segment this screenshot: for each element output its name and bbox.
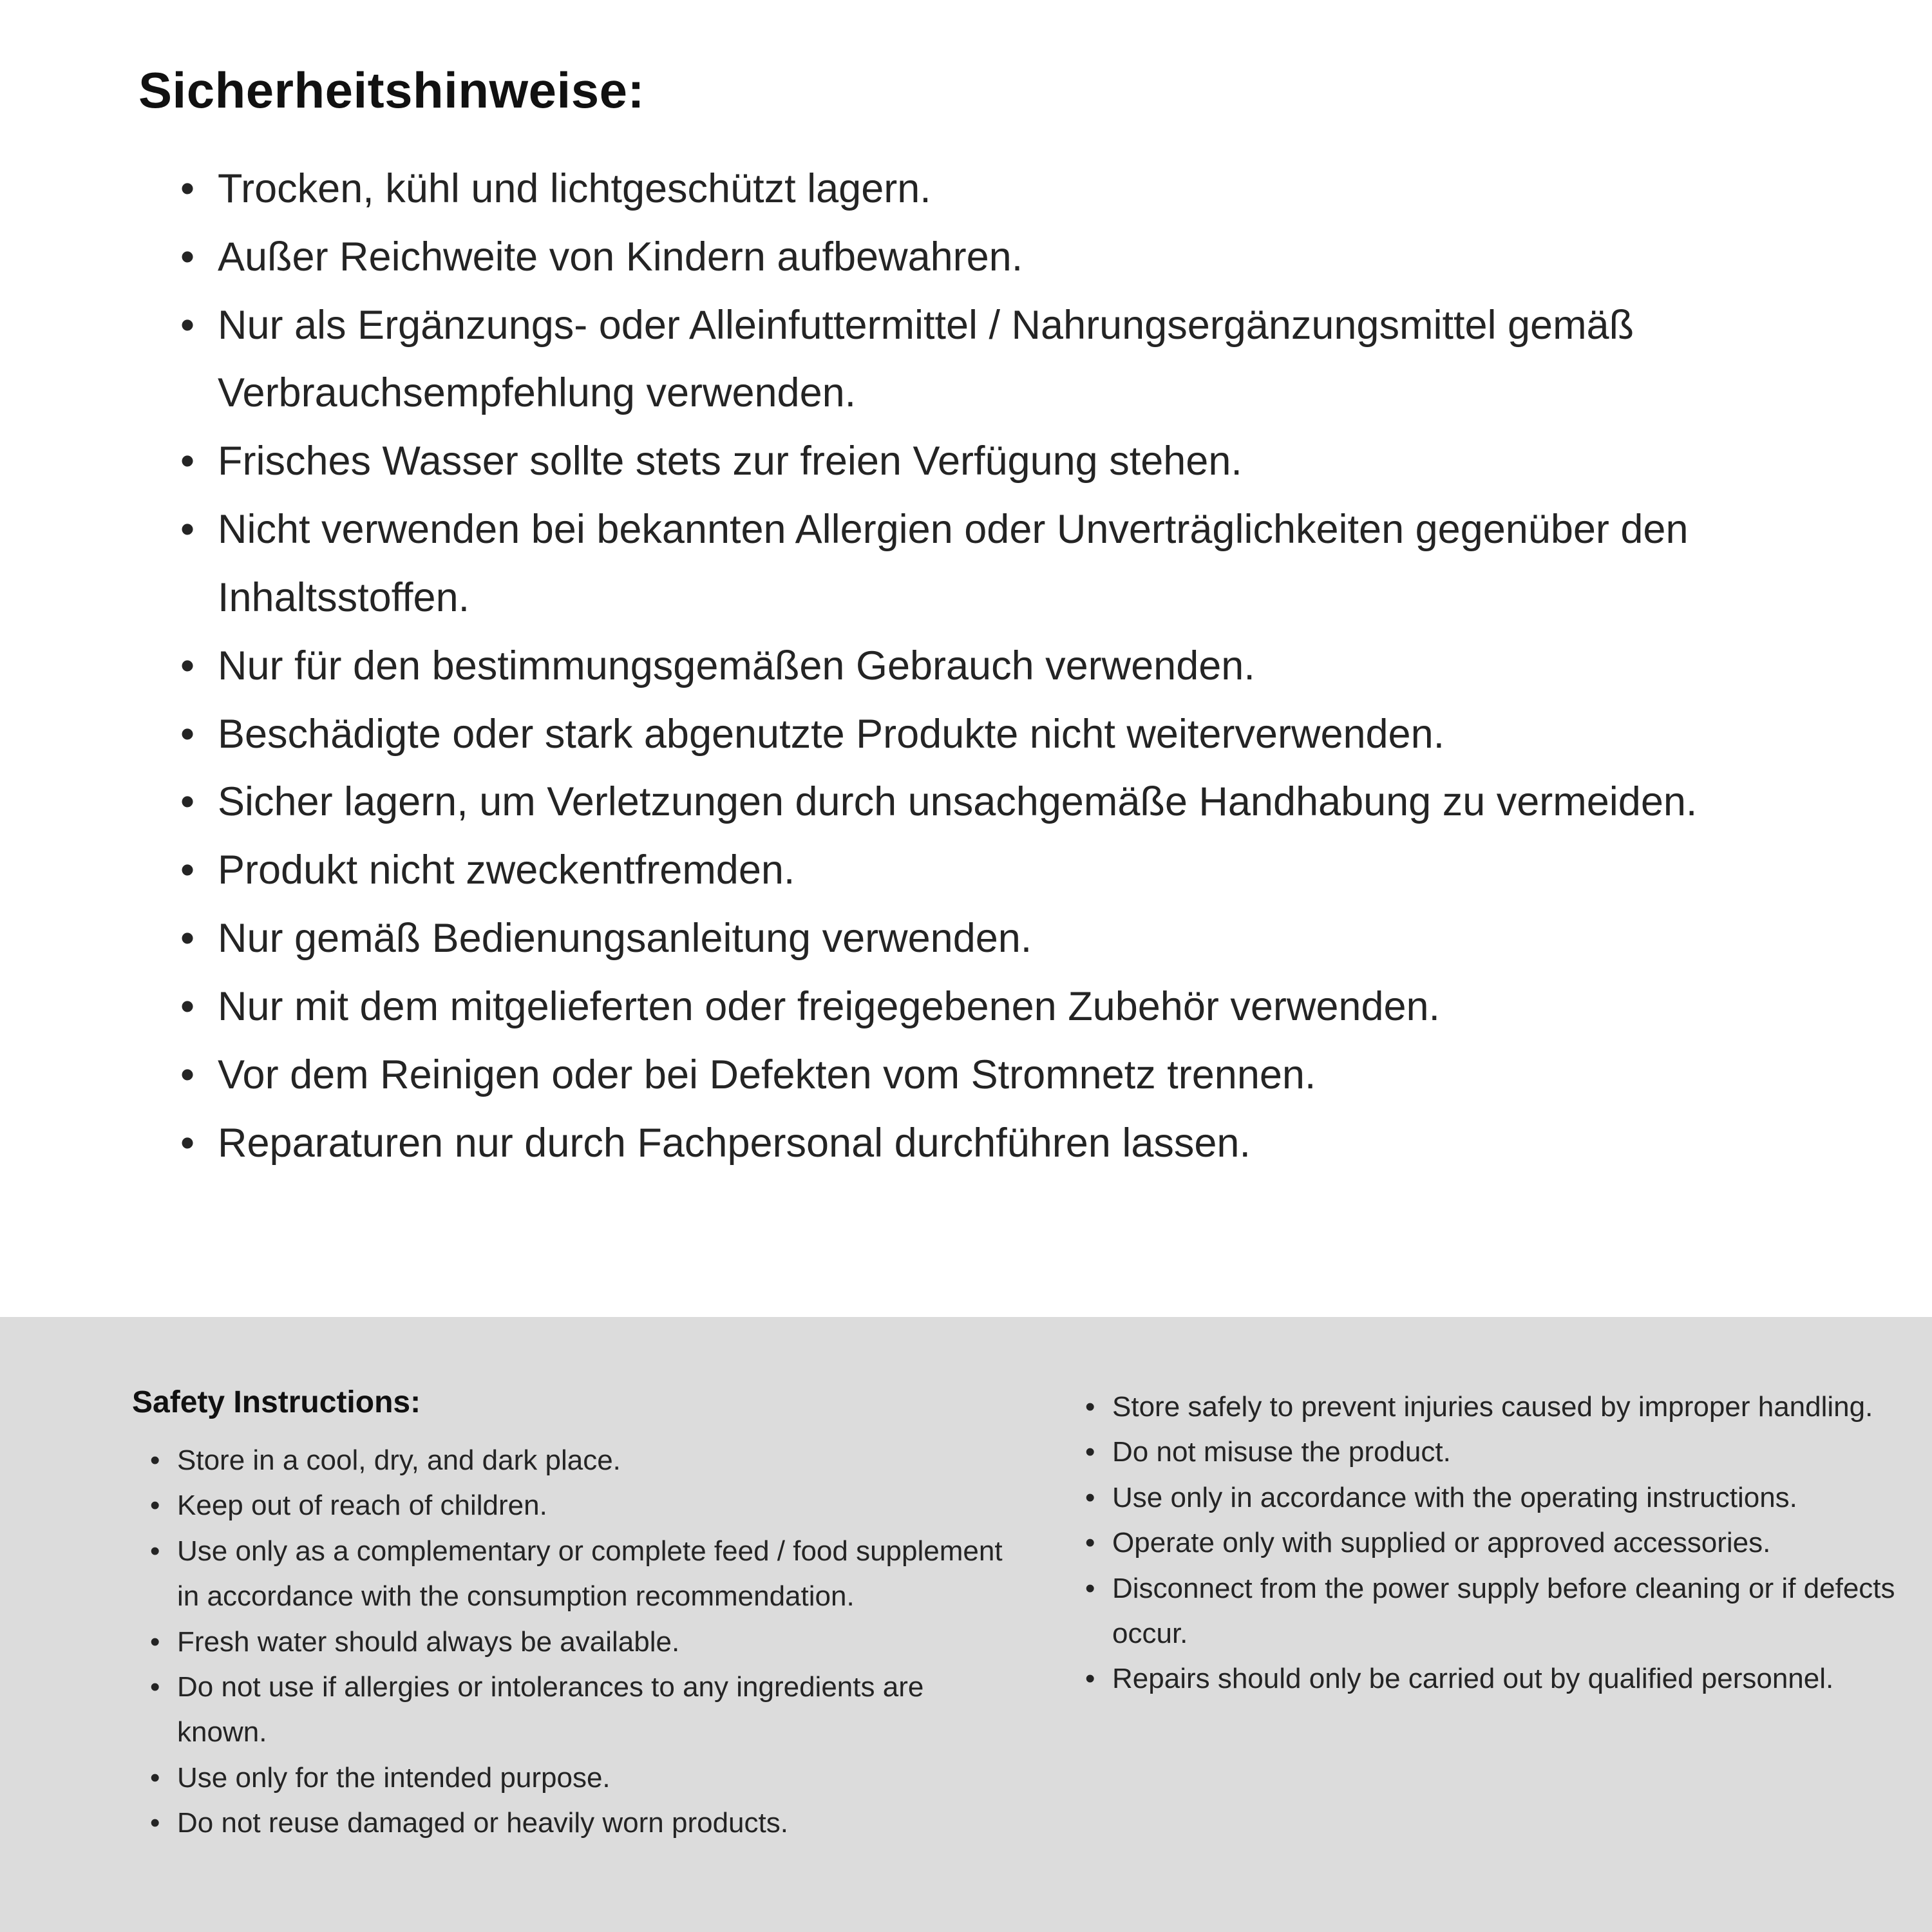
list-item: • Keep out of reach of children. <box>150 1483 1008 1528</box>
english-safety-list-right <box>1085 1385 1922 1702</box>
list-item: • Disconnect from the power supply before cleaning or if defects occur. <box>1085 1566 1922 1657</box>
list-item: • Nur mit dem mitgelieferten oder freigegebenen Zubehör verwenden. <box>180 973 1777 1041</box>
list-item: • Produkt nicht zweckentfremden. <box>180 837 1777 905</box>
list-item: • Reparaturen nur durch Fachpersonal durchführen lassen. <box>180 1110 1777 1178</box>
list-item: • Do not reuse damaged or heavily worn products. <box>150 1801 1008 1846</box>
list-item: • Store safely to prevent injuries caused by improper handling. <box>1085 1385 1922 1430</box>
list-item: • Store in a cool, dry, and dark place. <box>150 1438 1008 1483</box>
list-item: • Vor dem Reinigen oder bei Defekten vom Stromnetz trennen. <box>180 1041 1777 1110</box>
list-item: • Fresh water should always be available. <box>150 1620 1008 1665</box>
list-item: • Do not misuse the product. <box>1085 1430 1922 1475</box>
list-item: • Beschädigte oder stark abgenutzte Produkte nicht weiterverwenden. <box>180 701 1777 769</box>
list-item: • Nur gemäß Bedienungsanleitung verwenden. <box>180 905 1777 973</box>
english-section-title: Safety Instructions: <box>132 1385 421 1419</box>
list-item: • Nur für den bestimmungsgemäßen Gebrauch verwenden. <box>180 632 1777 701</box>
english-left-column <box>132 1385 1008 1846</box>
english-right-column <box>1085 1385 1922 1702</box>
list-item: • Trocken, kühl und lichtgeschützt lagern. <box>180 155 1777 223</box>
list-item: • Nicht verwenden bei bekannten Allergien oder Unverträglichkeiten gegenüber den Inhaltsstoffen. <box>180 496 1777 632</box>
list-item: • Nur als Ergänzungs- oder Alleinfuttermittel / Nahrungsergänzungsmittel gemäß Verbrauchsempfehlung verwenden. <box>180 292 1777 428</box>
list-item: • Do not use if allergies or intolerances to any ingredients are known. <box>150 1665 1008 1756</box>
english-safety-list-left <box>132 1438 1008 1846</box>
list-item: • Operate only with supplied or approved accessories. <box>1085 1520 1922 1566</box>
list-item: • Use only as a complementary or complete feed / food supplement in accordance with the consumption recommendation. <box>150 1529 1008 1620</box>
english-safety-section <box>0 1317 1932 1932</box>
list-item: • Frisches Wasser sollte stets zur freien Verfügung stehen. <box>180 428 1777 496</box>
list-item: • Sicher lagern, um Verletzungen durch unsachgemäße Handhabung zu vermeiden. <box>180 768 1777 837</box>
german-safety-list <box>138 155 1777 1177</box>
german-section-title: Sicherheitshinweise: <box>138 62 645 118</box>
list-item: • Use only in accordance with the operating instructions. <box>1085 1475 1922 1520</box>
list-item: • Use only for the intended purpose. <box>150 1756 1008 1801</box>
list-item: • Außer Reichweite von Kindern aufbewahren. <box>180 223 1777 292</box>
list-item: • Repairs should only be carried out by qualified personnel. <box>1085 1656 1922 1701</box>
